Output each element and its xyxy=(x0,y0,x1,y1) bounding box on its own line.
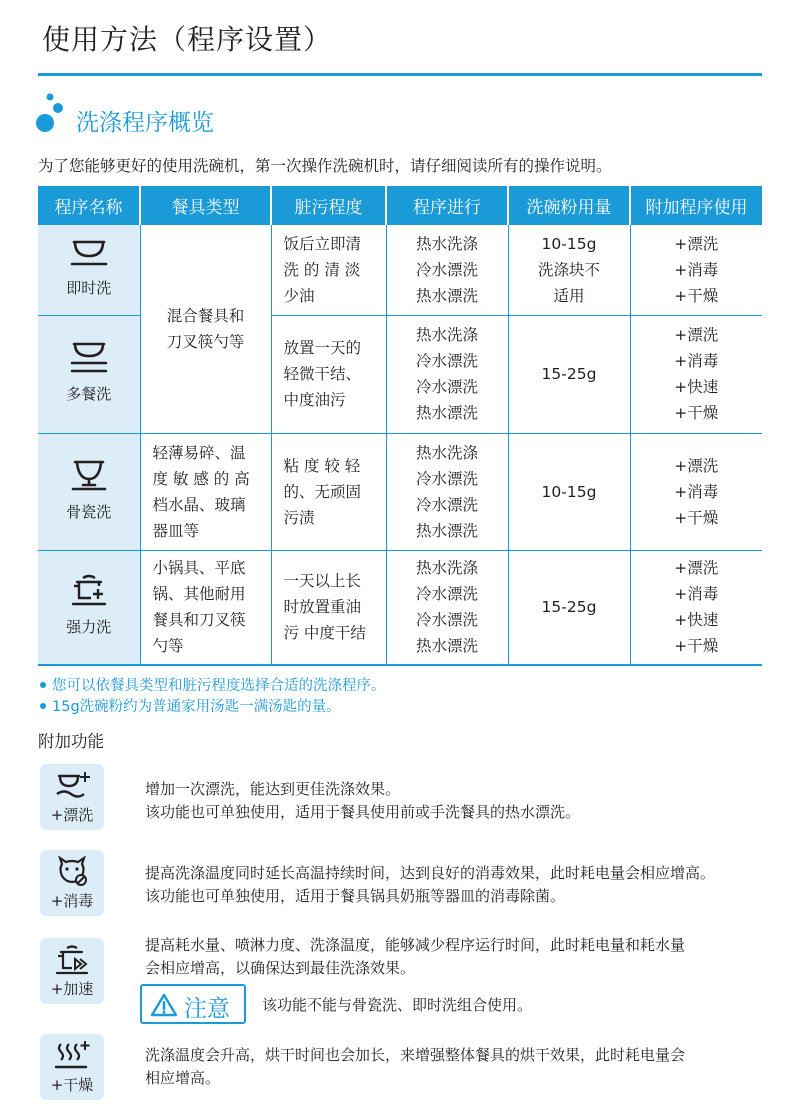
note-item xyxy=(38,697,386,718)
feature-dry xyxy=(40,1034,104,1100)
text-line: 粘 度 较 轻 xyxy=(283,456,361,475)
text-line: 小锅具、平底 xyxy=(152,559,246,578)
text-line: +消毒 xyxy=(674,352,719,370)
text-line: +快速 xyxy=(674,611,719,630)
text-line: 洗涤块不 xyxy=(537,260,600,279)
text-line: 热水漂洗 xyxy=(415,286,478,305)
text-line: 热水漂洗 xyxy=(415,637,478,656)
extra-functions-title: 附加功能 xyxy=(38,732,104,751)
text-line: +快速 xyxy=(674,378,719,396)
text-line: 热水洗涤 xyxy=(415,559,478,578)
text-line: 时放置重油 xyxy=(283,598,362,617)
text-line: 餐具和刀叉筷 xyxy=(152,611,246,630)
program-cell xyxy=(38,550,140,665)
table-row xyxy=(38,433,762,550)
section-title: 洗涤程序概览 xyxy=(76,110,214,136)
detergent-cell xyxy=(508,433,630,550)
page-title: 使用方法（程序设置） xyxy=(42,23,333,56)
caution-label: 注意 xyxy=(184,996,230,1022)
text-line: 热水洗涤 xyxy=(415,443,478,462)
detergent-cell xyxy=(508,225,630,315)
bubbles-icon xyxy=(36,92,72,136)
options-cell xyxy=(630,225,762,315)
feature-label: +消毒 xyxy=(50,892,94,910)
text-line: 污渍 xyxy=(283,508,315,527)
text-line: 15-25g xyxy=(541,598,597,617)
note-item xyxy=(38,676,386,697)
feature-description xyxy=(145,862,715,908)
caution-text: 该功能不能与骨瓷洗、即时洗组合使用。 xyxy=(262,996,533,1014)
program-cell xyxy=(38,315,140,433)
table-row xyxy=(38,550,762,665)
header-detergent: 洗碗粉用量 xyxy=(508,186,630,225)
text-line: 度 敏 感 的 高 xyxy=(152,469,250,488)
steps-cell xyxy=(386,315,508,433)
header-tableware: 餐具类型 xyxy=(140,186,271,225)
rinse-icon xyxy=(52,770,92,802)
text-line: 刀叉筷勺等 xyxy=(166,332,245,351)
text-line: +干燥 xyxy=(674,286,719,305)
table-header-row xyxy=(38,186,762,225)
feature-description xyxy=(145,1044,685,1090)
text-line: +干燥 xyxy=(674,508,719,527)
text-line: 该功能也可单独使用，适用于餐具锅具奶瓶等器皿的消毒除菌。 xyxy=(145,887,566,905)
feature-speed xyxy=(40,938,104,1004)
text-line: 热水洗涤 xyxy=(415,326,478,344)
program-cell xyxy=(38,433,140,550)
text-line: 15-25g xyxy=(541,365,597,383)
text-line: 10-15g xyxy=(541,482,597,501)
text-line: 一天以上长 xyxy=(283,572,362,591)
steps-cell xyxy=(386,550,508,665)
text-line: +漂洗 xyxy=(674,234,719,253)
text-line: 冷水漂洗 xyxy=(415,260,478,279)
text-line: 中度油污 xyxy=(283,391,346,409)
program-name: 骨瓷洗 xyxy=(66,502,112,521)
text-line: 轻微干结、 xyxy=(283,365,362,383)
speed-icon xyxy=(52,944,92,976)
text-line: 少油 xyxy=(283,286,315,305)
text-line: +干燥 xyxy=(674,404,719,422)
stacked-dishes-icon xyxy=(69,341,109,375)
detergent-cell xyxy=(508,550,630,665)
text-line: 提高洗涤温度同时延长高温持续时间，达到良好的消毒效果，此时耗电量会相应增高。 xyxy=(145,864,716,882)
feature-description xyxy=(145,778,580,824)
steps-cell xyxy=(386,433,508,550)
text-line: 锅、其他耐用 xyxy=(152,585,246,604)
text-line: 热水漂洗 xyxy=(415,404,478,422)
warning-triangle-icon xyxy=(150,993,178,1017)
text-line: 污 中度干结 xyxy=(283,624,366,643)
text-line: +干燥 xyxy=(674,637,719,656)
text-line: 饭后立即清 xyxy=(283,234,362,253)
text-line: +消毒 xyxy=(674,482,719,501)
text-line: 器皿等 xyxy=(152,521,200,540)
options-cell xyxy=(630,433,762,550)
soil-cell xyxy=(271,225,386,315)
options-cell xyxy=(630,550,762,665)
text-line: 冷水漂洗 xyxy=(415,611,478,630)
header-soil: 脏污程度 xyxy=(271,186,386,225)
text-line: 轻薄易碎、温 xyxy=(152,443,246,462)
text-line: 10-15g xyxy=(541,234,597,253)
tableware-cell xyxy=(140,433,271,550)
feature-rinse xyxy=(40,764,104,830)
feature-disinfect xyxy=(40,850,104,916)
detergent-cell xyxy=(508,315,630,433)
header-program: 程序名称 xyxy=(38,186,140,225)
text-line: 热水漂洗 xyxy=(415,521,478,540)
text-line: 的、无顽固 xyxy=(283,482,362,501)
caution-badge xyxy=(140,984,246,1024)
text-line: 会相应增高，以确保达到最佳洗涤效果。 xyxy=(145,959,416,977)
text-line: 洗 的 清 淡 xyxy=(283,260,361,279)
program-name: 强力洗 xyxy=(66,618,112,637)
text-line: +漂洗 xyxy=(674,456,719,475)
program-cell xyxy=(38,225,140,315)
text-line: 放置一天的 xyxy=(283,339,362,357)
text-line: 冷水漂洗 xyxy=(415,352,478,370)
feature-description xyxy=(145,934,685,980)
note-text: 您可以依餐具类型和脏污程度选择合适的洗涤程序。 xyxy=(52,678,386,694)
text-line: 提高耗水量、喷淋力度、洗涤温度，能够减少程序运行时间，此时耗电量和耗水量 xyxy=(145,936,686,954)
text-line: +消毒 xyxy=(674,260,719,279)
text-line: 冷水漂洗 xyxy=(415,585,478,604)
table-row xyxy=(38,225,762,315)
text-line: 增加一次漂洗，能达到更佳洗涤效果。 xyxy=(145,780,401,798)
text-line: 相应增高。 xyxy=(145,1069,221,1087)
feature-label: +干燥 xyxy=(50,1076,94,1094)
text-line: 混合餐具和 xyxy=(166,306,245,325)
text-line: 冷水漂洗 xyxy=(415,469,478,488)
steps-cell xyxy=(386,225,508,315)
feature-label: +加速 xyxy=(50,980,94,998)
title-divider xyxy=(38,73,762,76)
text-line: +消毒 xyxy=(674,585,719,604)
bowl-icon xyxy=(69,239,109,269)
text-line: +漂洗 xyxy=(674,559,719,578)
text-line: 热水洗涤 xyxy=(415,234,478,253)
pot-icon xyxy=(69,574,109,608)
soil-cell xyxy=(271,315,386,433)
wine-glass-icon xyxy=(69,459,109,493)
header-options: 附加程序使用 xyxy=(630,186,762,225)
program-name: 即时洗 xyxy=(66,278,112,297)
text-line: 勺等 xyxy=(152,637,184,656)
note-text: 15g洗碗粉约为普通家用汤匙一满汤匙的量。 xyxy=(52,699,341,715)
soil-cell xyxy=(271,433,386,550)
options-cell xyxy=(630,315,762,433)
text-line: 该功能也可单独使用，适用于餐具使用前或手洗餐具的热水漂洗。 xyxy=(145,803,581,821)
text-line: 洗涤温度会升高，烘干时间也会加长，来增强整体餐具的烘干效果，此时耗电量会 xyxy=(145,1046,686,1064)
text-line: 档水晶、玻璃 xyxy=(152,495,246,514)
program-name: 多餐洗 xyxy=(66,385,112,403)
bullet-icon xyxy=(40,682,46,688)
table-notes xyxy=(38,676,386,718)
intro-text: 为了您能够更好的使用洗碗机，第一次操作洗碗机时，请仔细阅读所有的操作说明。 xyxy=(38,157,612,175)
feature-label: +漂洗 xyxy=(50,806,94,824)
dry-icon xyxy=(52,1040,92,1072)
soil-cell xyxy=(271,550,386,665)
bullet-icon xyxy=(40,703,46,709)
text-line: +漂洗 xyxy=(674,326,719,344)
tableware-cell xyxy=(140,550,271,665)
disinfect-icon xyxy=(52,856,92,888)
program-table xyxy=(38,186,762,666)
text-line: 适用 xyxy=(553,286,585,305)
tableware-cell xyxy=(140,225,271,433)
text-line: 冷水漂洗 xyxy=(415,495,478,514)
text-line: 冷水漂洗 xyxy=(415,378,478,396)
header-steps: 程序进行 xyxy=(386,186,508,225)
